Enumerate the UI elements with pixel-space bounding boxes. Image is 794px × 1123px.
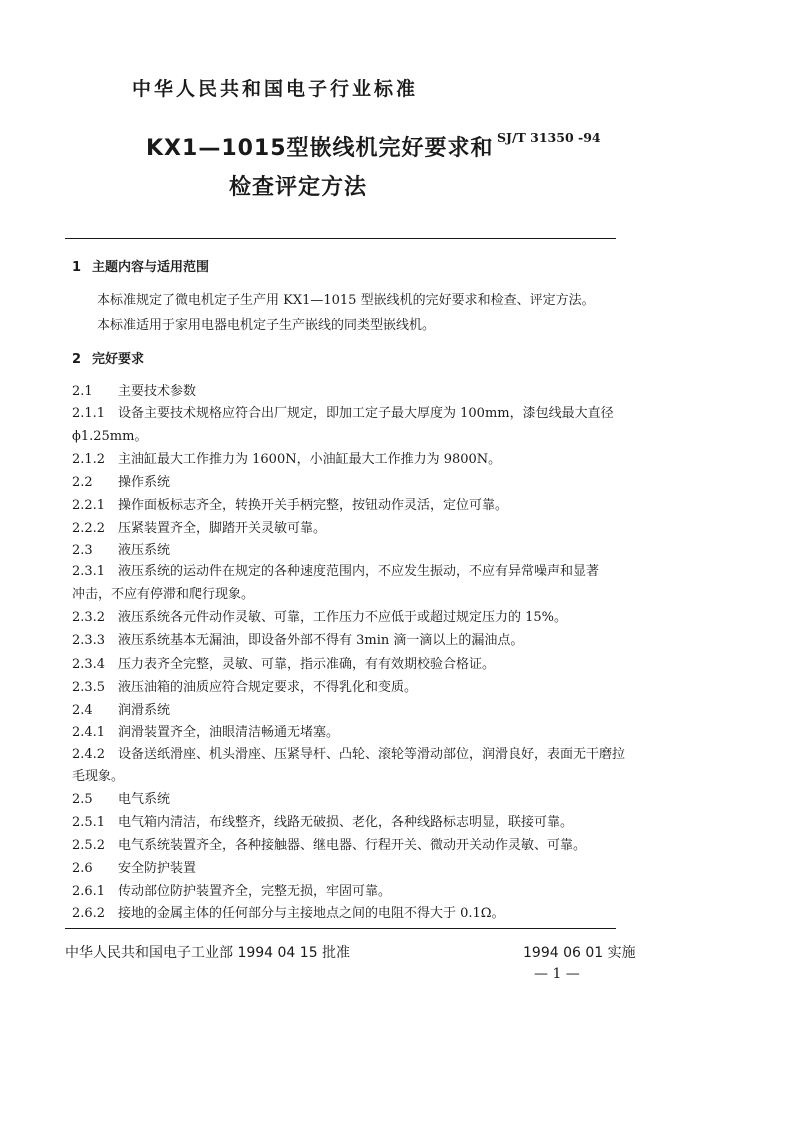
section-title: 主题内容与适用范围 [92, 260, 210, 275]
clause-text: 液压系统各元件动作灵敏、可靠，工作压力不应低于或超过规定压力的 15%。 [118, 610, 568, 625]
clause-text: 润滑装置齐全，油眼清洁畅通无堵塞。 [118, 725, 340, 740]
section-title: 完好要求 [92, 352, 145, 367]
clause-line [72, 702, 170, 720]
clause-line [72, 746, 625, 764]
clause-text: 操作系统 [118, 475, 171, 490]
clause-number: 2.3.4 [72, 657, 106, 672]
clause-text: 安全防护装置 [118, 861, 197, 876]
clause-text: 液压系统 [118, 543, 171, 558]
clause-number: 2.1.1 [72, 406, 106, 421]
clause-number: 2.3.3 [72, 633, 106, 648]
paragraph: 本标准规定了微电机定子生产用 KX1—1015 型嵌线机的完好要求和检查、评定方法。 [97, 293, 595, 308]
document-title-line2: 检查评定方法 [229, 175, 368, 200]
clause-text: 主要技术参数 [118, 384, 197, 399]
clause-number: 2.6 [72, 861, 93, 876]
clause-text: 主油缸最大工作推力为 1600N，小油缸最大工作推力为 9800N。 [118, 452, 502, 467]
header-divider [65, 238, 616, 239]
clause-line [72, 520, 326, 538]
clause-line [72, 383, 196, 401]
clause-line [72, 586, 254, 604]
clause-line [72, 905, 505, 923]
clause-line [72, 679, 417, 697]
clause-text: 液压油箱的油质应符合规定要求，不得乳化和变质。 [118, 680, 418, 695]
clause-line [72, 837, 586, 855]
clause-text: 传动部位防护装置齐全，完整无损，牢固可靠。 [118, 884, 392, 899]
clause-line [72, 474, 170, 492]
clause-text: 液压系统的运动件在规定的各种速度范围内，不应发生振动，不应有异常噪声和显著 [118, 564, 600, 579]
clause-text: 电气系统装置齐全，各种接触器、继电器、行程开关、微动开关动作灵敏、可靠。 [118, 838, 587, 853]
section-number: 2 [72, 352, 82, 367]
clause-number: 2.5 [72, 792, 93, 807]
clause-line [72, 724, 339, 742]
clause-number: 2.5.1 [72, 815, 106, 830]
clause-number: 2.6.1 [72, 884, 106, 899]
section-1-heading [72, 259, 209, 277]
section-2-heading [72, 351, 144, 369]
clause-text: 毛现象。 [72, 769, 125, 784]
clause-number: 2.2.1 [72, 498, 106, 513]
page-number: — 1 — [534, 966, 580, 982]
effective-date: 1994 06 01 实施 [523, 945, 636, 961]
clause-number: 2.1.2 [72, 452, 106, 467]
clause-line [72, 768, 124, 786]
clause-text: 冲击，不应有停滞和爬行现象。 [72, 587, 255, 602]
clause-text: 操作面板标志齐全，转换开关手柄完整，按钮动作灵活，定位可靠。 [118, 498, 509, 513]
clause-text: 电气系统 [118, 792, 171, 807]
clause-number: 2.4 [72, 703, 93, 718]
clause-line [72, 609, 567, 627]
clause-line [72, 451, 501, 469]
clause-line [72, 883, 391, 901]
footer-divider [65, 928, 616, 929]
document-title-line1: KX1—1015型嵌线机完好要求和 [146, 136, 494, 161]
org-title: 中华人民共和国电子行业标准 [132, 78, 419, 100]
clause-text: 接地的金属主体的任何部分与主接地点之间的电阻不得大于 0.1Ω。 [118, 906, 505, 921]
clause-number: 2.1 [72, 384, 93, 399]
clause-number: 2.3.5 [72, 680, 106, 695]
clause-text: 设备送纸滑座、机头滑座、压紧导杆、凸轮、滚轮等滑动部位，润滑良好，表面无干磨拉 [118, 747, 626, 762]
clause-number: 2.5.2 [72, 838, 106, 853]
clause-text: 压紧装置齐全，脚踏开关灵敏可靠。 [118, 521, 327, 536]
clause-text: 设备主要技术规格应符合出厂规定，即加工定子最大厚度为 100mm，漆包线最大直径 [118, 406, 614, 421]
clause-line [72, 405, 614, 423]
clause-text: 压力表齐全完整，灵敏、可靠，指示准确，有有效期校验合格证。 [118, 657, 496, 672]
clause-number: 2.6.2 [72, 906, 106, 921]
clause-number: 2.3.2 [72, 610, 106, 625]
clause-number: 2.3 [72, 543, 93, 558]
clause-number: 2.3.1 [72, 564, 106, 579]
clause-line [72, 632, 523, 650]
clause-line [72, 428, 147, 446]
clause-line [72, 814, 573, 832]
clause-number: 2.2 [72, 475, 93, 490]
clause-line [72, 497, 508, 515]
clause-text: ϕ1.25mm。 [72, 429, 148, 444]
clause-number: 2.4.2 [72, 747, 106, 762]
paragraph: 本标准适用于家用电器电机定子生产嵌线的同类型嵌线机。 [97, 318, 436, 333]
clause-line [72, 542, 170, 560]
clause-text: 液压系统基本无漏油，即设备外部不得有 3min 滴一滴以上的漏油点。 [118, 633, 524, 648]
clause-text: 电气箱内清洁，布线整齐，线路无破损、老化，各种线路标志明显，联接可靠。 [118, 815, 574, 830]
clause-line [72, 563, 599, 581]
standard-number: SJ/T 31350 -94 [497, 130, 601, 145]
section-number: 1 [72, 260, 82, 275]
clause-text: 润滑系统 [118, 703, 171, 718]
clause-line [72, 860, 196, 878]
clause-number: 2.4.1 [72, 725, 106, 740]
clause-line [72, 656, 495, 674]
approval-line: 中华人民共和国电子工业部 1994 04 15 批准 [65, 945, 351, 961]
clause-number: 2.2.2 [72, 521, 106, 536]
clause-line [72, 791, 170, 809]
